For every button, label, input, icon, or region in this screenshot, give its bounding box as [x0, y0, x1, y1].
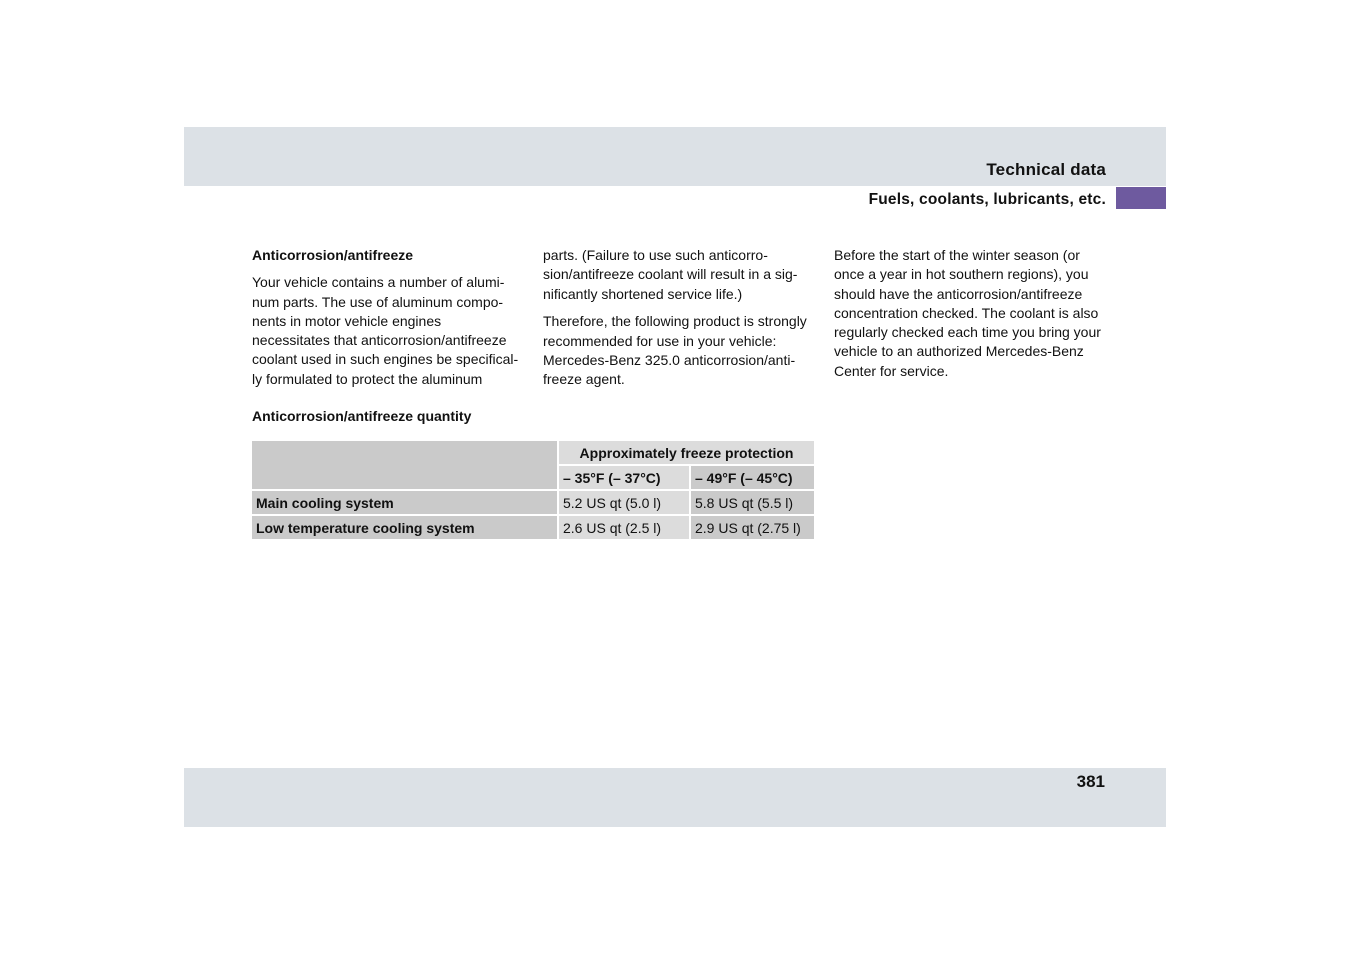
table-row-label: Low temperature cooling system [252, 516, 559, 541]
table-cell: 5.2 US qt (5.0 l) [559, 491, 691, 516]
table-group-header: Approximately freeze protection [559, 441, 814, 466]
section-title: Fuels, coolants, lubricants, etc. [868, 191, 1106, 208]
section-tab-marker [1116, 187, 1166, 209]
table-header-row [252, 441, 814, 466]
table-row-label: Main cooling system [252, 491, 559, 516]
column-1 [252, 246, 528, 398]
table-cell: 2.9 US qt (2.75 l) [691, 516, 814, 541]
table-row [252, 516, 814, 541]
paragraph: Therefore, the following product is strongly recommended for use in your vehicle: Mercedes-Benz 325.0 anticorrosion/anti- freeze agent. [543, 313, 807, 388]
column-3 [834, 246, 1110, 390]
table-column-header: – 35°F (– 37°C) [559, 466, 691, 491]
table-column-header: – 49°F (– 45°C) [691, 466, 814, 491]
table-cell: 2.6 US qt (2.5 l) [559, 516, 691, 541]
chapter-title: Technical data [986, 160, 1106, 179]
column-2 [543, 246, 819, 398]
footer-band [184, 768, 1166, 827]
antifreeze-quantity-table [252, 441, 814, 541]
table-row [252, 491, 814, 516]
table-cell: 5.8 US qt (5.5 l) [691, 491, 814, 516]
quantity-heading: Anticorrosion/antifreeze quantity [252, 408, 472, 424]
subheading: Anticorrosion/antifreeze [252, 247, 414, 263]
paragraph: Before the start of the winter season (or once a year in hot southern regions), you should have the anticorrosion/antifreeze concentration checked. The coolant is also regularly checked each time you bring your vehicle to an authorized Mercedes-Benz Center for service. [834, 247, 1101, 379]
page-number: 381 [1076, 772, 1105, 791]
table-corner-cell [252, 441, 559, 491]
paragraph: Your vehicle contains a number of alumi- num parts. The use of aluminum compo- nents in motor vehicle engines necessitates that anticorrosion/antifreeze coolant used in such engines be specifical- ly formulated to protect the aluminum [252, 274, 519, 387]
paragraph: parts. (Failure to use such anticorro- sion/antifreeze coolant will result in a sig- nificantly shortened service life.) [543, 247, 798, 302]
